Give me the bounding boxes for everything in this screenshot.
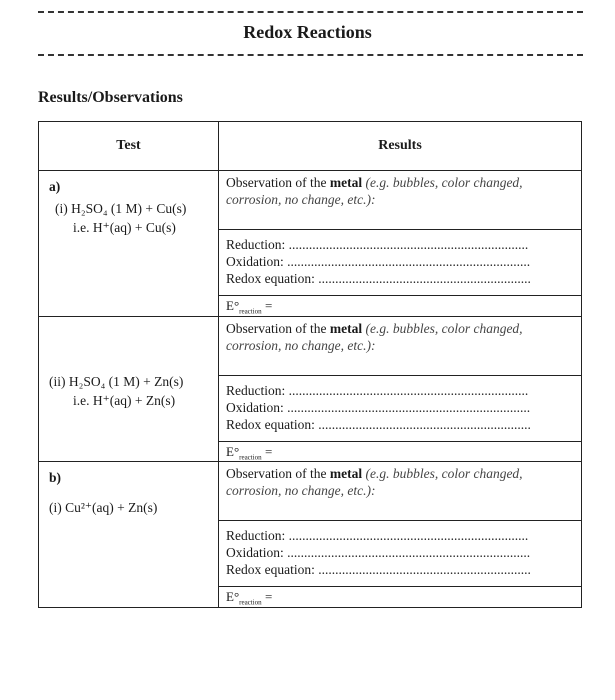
eo-symbol: E° (226, 589, 240, 605)
results-table (38, 121, 582, 608)
eo-subscript: reaction (239, 307, 262, 316)
oxidation-line: Oxidation: ........................................................................ (226, 254, 531, 269)
observation-example: (e.g. bubbles, color changed, corrosion, no change, etc.): (226, 320, 523, 353)
test-cell (39, 171, 219, 317)
test-cell (39, 316, 219, 462)
reaction-cell[interactable] (219, 521, 582, 587)
eo-subscript: reaction (239, 598, 262, 607)
eo-equals: = (261, 589, 273, 605)
eo-equals: = (261, 298, 273, 313)
eo-equals: = (261, 443, 273, 459)
table-header-row (39, 122, 582, 171)
test-description: (ii) H₂SO₄ (1 M) + Zn(s) (49, 373, 184, 389)
reaction-cell[interactable] (219, 230, 582, 296)
section-heading: Results/Observations (38, 89, 183, 106)
redox-equation-line: Redox equation: ............................................................... (226, 416, 531, 432)
observation-prefix: Observation of the (226, 175, 327, 190)
oxidation-line: Oxidation: ........................................................................ (226, 399, 531, 415)
header-results: Results (219, 122, 582, 171)
header-test: Test (39, 122, 219, 171)
redox-equation-line: Redox equation: ............................................................... (226, 271, 531, 286)
eo-cell[interactable] (219, 587, 582, 608)
top-dashed-divider (38, 11, 583, 13)
observation-cell[interactable] (219, 171, 582, 230)
observation-example: (e.g. bubbles, color changed, corrosion, no change, etc.): (226, 175, 523, 207)
reduction-line: Reduction: ....................................................................... (226, 382, 529, 398)
observation-bold: metal (329, 466, 363, 482)
part-label: a) (49, 179, 61, 194)
test-ionic-form: i.e. H⁺(aq) + Zn(s) (73, 392, 176, 408)
test-ionic-form: i.e. H⁺(aq) + Cu(s) (73, 220, 176, 235)
observation-bold: metal (329, 175, 363, 190)
eo-symbol: E° (226, 298, 240, 313)
test-description: (i) H₂SO₄ (1 M) + Cu(s) (55, 201, 187, 216)
observation-prefix: Observation of the (226, 320, 327, 336)
redox-equation-line: Redox equation: ............................................................... (226, 562, 531, 578)
reduction-line: Reduction: ....................................................................... (226, 528, 529, 544)
part-label: b) (49, 470, 62, 486)
test-description: (i) Cu²⁺(aq) + Zn(s) (49, 500, 158, 516)
eo-cell[interactable] (219, 441, 582, 462)
table-row (39, 171, 582, 230)
observation-example: (e.g. bubbles, color changed, corrosion, no change, etc.): (226, 466, 523, 499)
eo-cell[interactable] (219, 296, 582, 317)
reaction-cell[interactable] (219, 375, 582, 441)
observation-cell[interactable] (219, 462, 582, 521)
test-cell (39, 462, 219, 608)
oxidation-line: Oxidation: ........................................................................ (226, 545, 531, 561)
bottom-dashed-divider (38, 54, 583, 56)
observation-bold: metal (329, 320, 363, 336)
page-title: Redox Reactions (243, 22, 372, 42)
table-row (39, 462, 582, 521)
observation-prefix: Observation of the (226, 466, 327, 482)
reduction-line: Reduction: ....................................................................... (226, 237, 529, 252)
observation-cell[interactable] (219, 316, 582, 375)
table-row (39, 316, 582, 375)
eo-subscript: reaction (239, 453, 262, 462)
eo-symbol: E° (226, 443, 240, 459)
